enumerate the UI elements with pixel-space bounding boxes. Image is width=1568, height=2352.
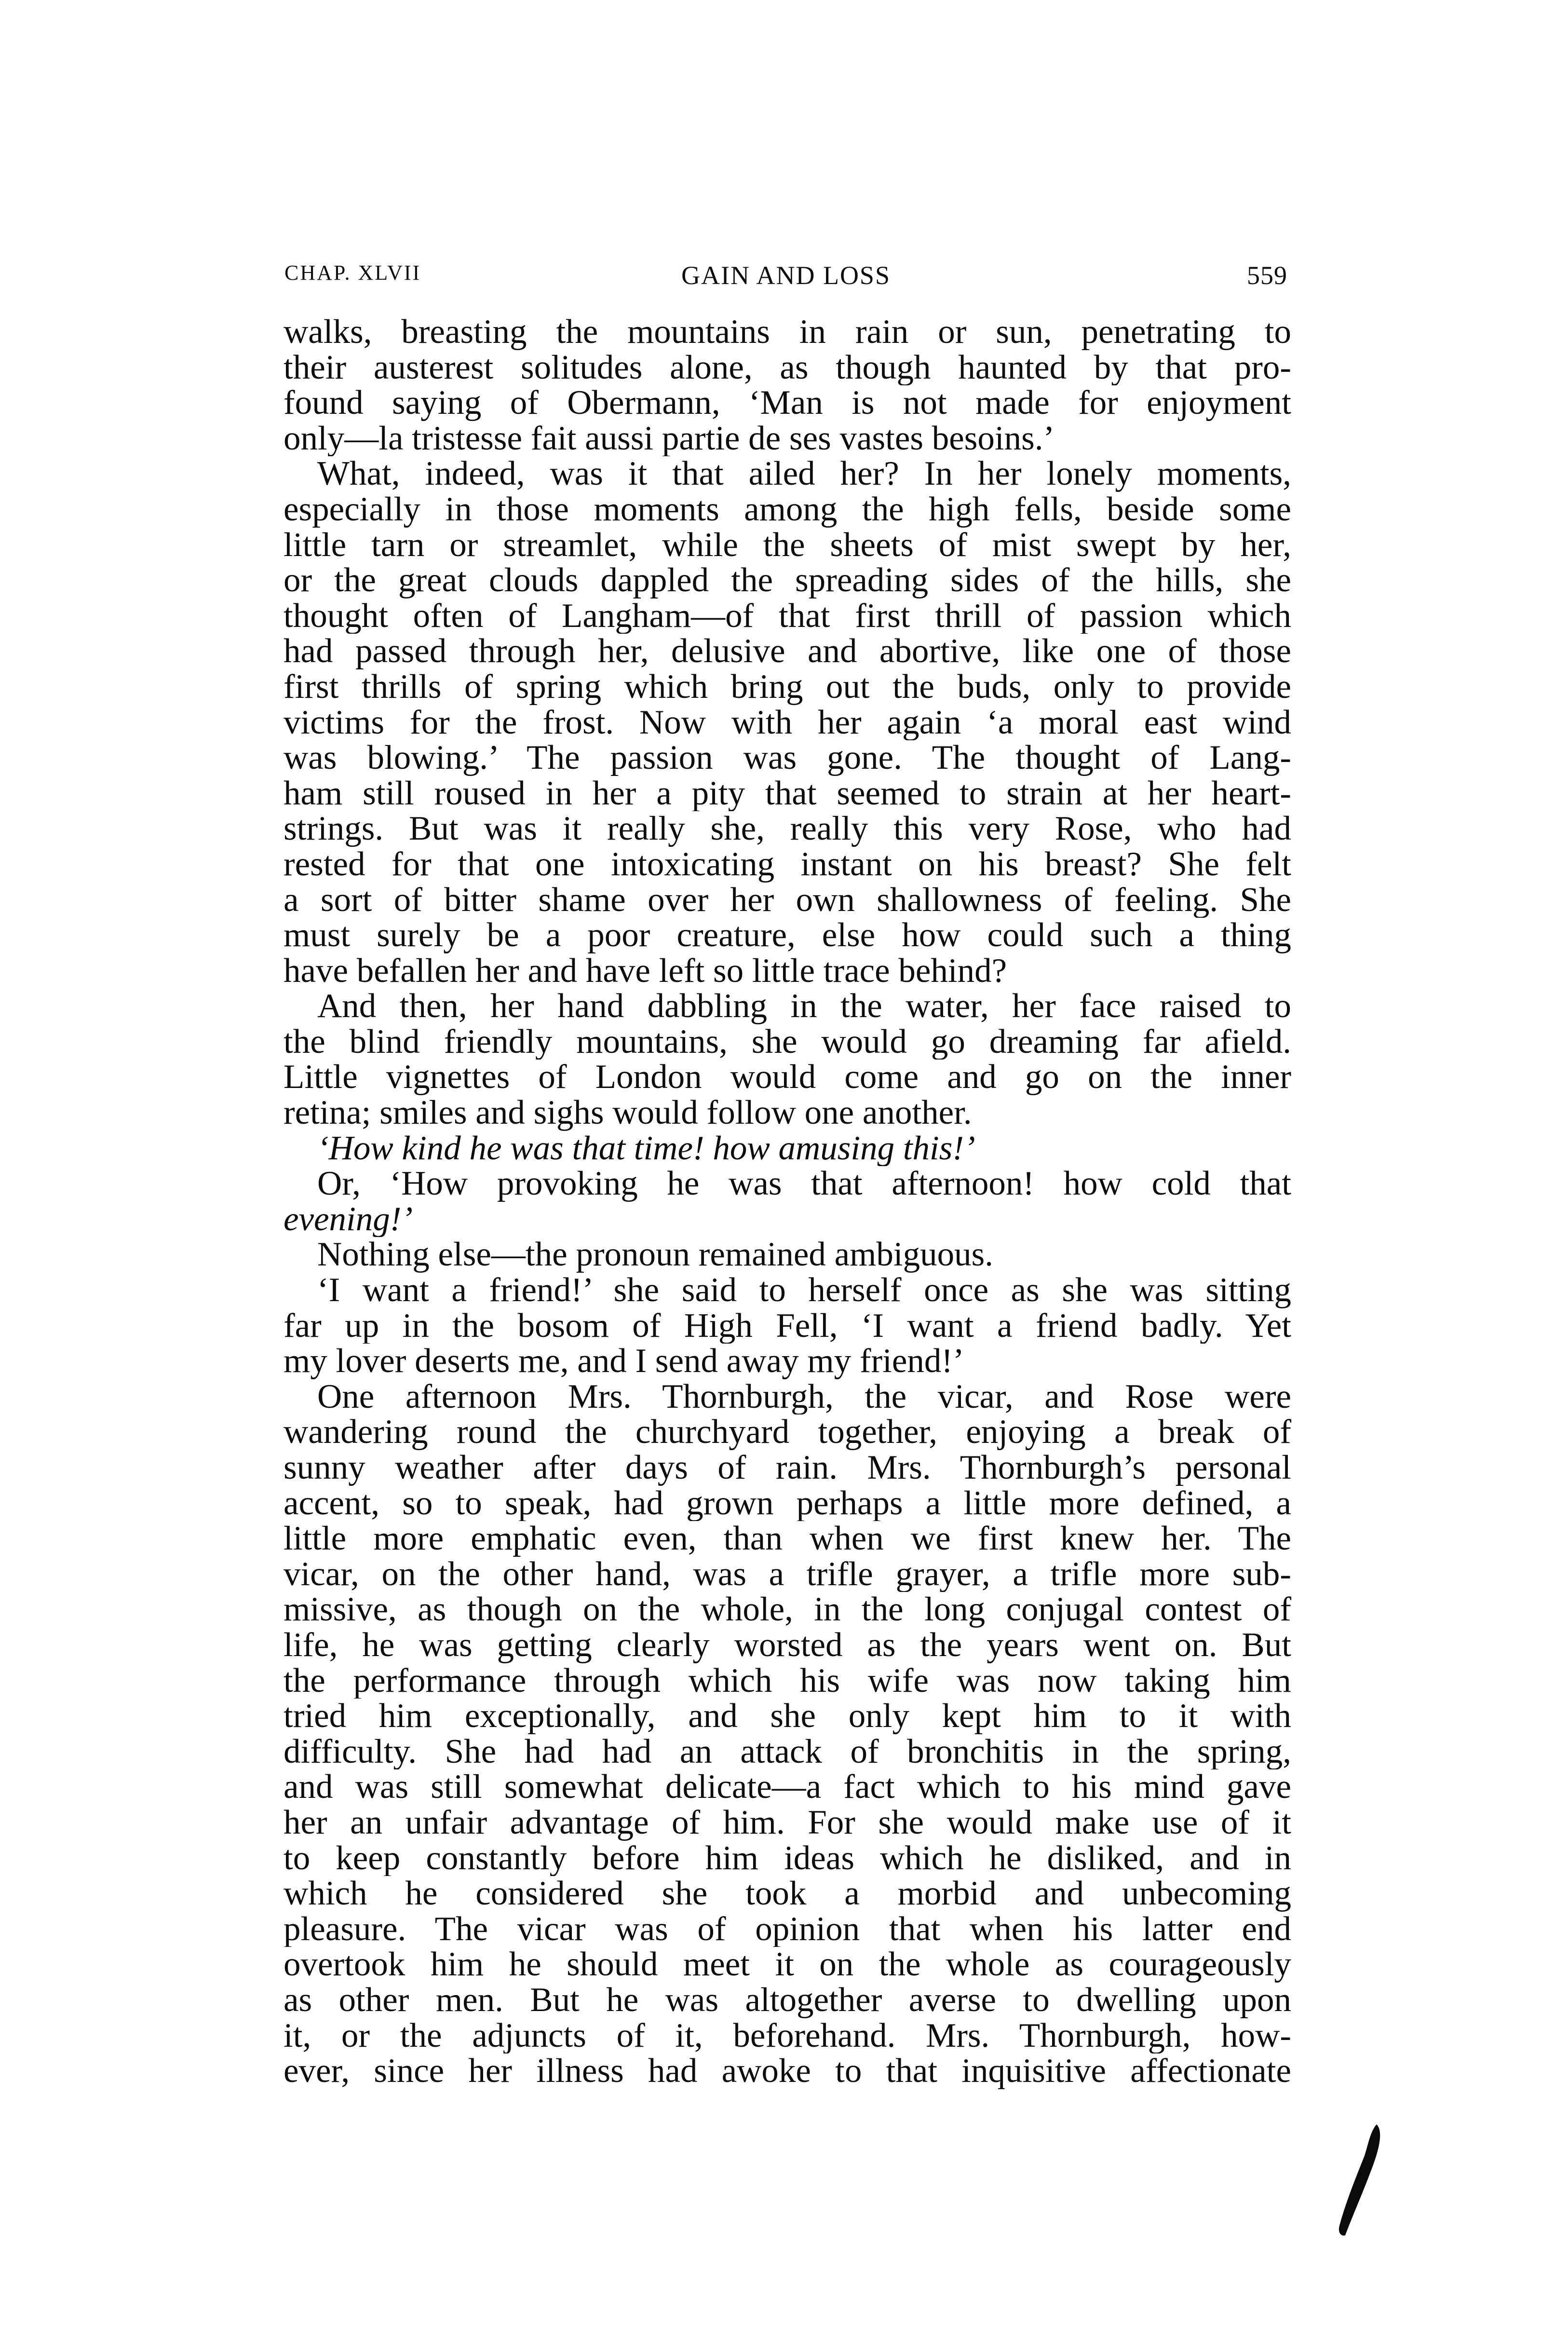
text-line: little tarn or streamlet, while the sheets of mist swept by her, bbox=[284, 527, 1291, 563]
text-line: the performance through which his wife was now taking him bbox=[284, 1663, 1291, 1699]
text-line: life, he was getting clearly worsted as the years went on. But bbox=[284, 1627, 1291, 1663]
text-line: ‘I want a friend!’ she said to herself once as she was sitting bbox=[317, 1273, 1291, 1308]
text-line: their austerest solitudes alone, as though haunted by that pro- bbox=[284, 350, 1291, 386]
text-line: it, or the adjuncts of it, beforehand. Mrs. Thornburgh, how- bbox=[284, 2018, 1291, 2054]
text-line: missive, as though on the whole, in the long conjugal contest of bbox=[284, 1592, 1291, 1628]
text-line: have befallen her and have left so little trace behind? bbox=[284, 953, 1007, 989]
text-line: little more emphatic even, than when we first knew her. The bbox=[284, 1521, 1291, 1557]
text-line: ‘How kind he was that time! how amusing this!’ bbox=[317, 1130, 975, 1167]
text-line: only—la tristesse fait aussi partie de ses vastes besoins.’ bbox=[284, 421, 1055, 457]
text-line: walks, breasting the mountains in rain or sun, penetrating to bbox=[284, 314, 1291, 350]
text-line: One afternoon Mrs. Thornburgh, the vicar, and Rose were bbox=[317, 1379, 1291, 1415]
text-line: the blind friendly mountains, she would go dreaming far afield. bbox=[284, 1024, 1291, 1060]
text-line: pleasure. The vicar was of opinion that when his latter end bbox=[284, 1911, 1291, 1947]
text-line: rested for that one intoxicating instant on his breast? She felt bbox=[284, 846, 1291, 883]
text-line: ham still roused in her a pity that seemed to strain at her heart- bbox=[284, 775, 1291, 812]
text-line: far up in the bosom of High Fell, ‘I want a friend badly. Yet bbox=[284, 1308, 1291, 1344]
text-line: ever, since her illness had awoke to that inquisitive affectionate bbox=[284, 2053, 1291, 2089]
text-line: Nothing else—the pronoun remained ambiguous. bbox=[317, 1237, 993, 1273]
text-line: accent, so to speak, had grown perhaps a little more defined, a bbox=[284, 1485, 1291, 1522]
text-line: tried him exceptionally, and she only kept him to it with bbox=[284, 1699, 1291, 1734]
text-line: sunny weather after days of rain. Mrs. Thornburgh’s personal bbox=[284, 1450, 1291, 1486]
text-line: overtook him he should meet it on the whole as courageously bbox=[284, 1947, 1291, 1983]
text-line: first thrills of spring which bring out the buds, only to provide bbox=[284, 669, 1291, 705]
text-line: was blowing.’ The passion was gone. The thought of Lang- bbox=[284, 740, 1291, 776]
text-line: or the great clouds dappled the spreading sides of the hills, she bbox=[284, 563, 1291, 598]
text-line: found saying of Obermann, ‘Man is not made for enjoyment bbox=[284, 385, 1291, 421]
text-line: to keep constantly before him ideas which he disliked, and in bbox=[284, 1840, 1291, 1876]
running-header bbox=[284, 260, 1287, 299]
text-line: as other men. But he was altogether averse to dwelling upon bbox=[284, 1982, 1291, 2018]
text-line: difficulty. She had had an attack of bronchitis in the spring, bbox=[284, 1734, 1291, 1770]
text-line: Little vignettes of London would come and go on the inner bbox=[284, 1060, 1291, 1096]
text-line: especially in those moments among the high fells, beside some bbox=[284, 491, 1291, 528]
text-line: which he considered she took a morbid and unbecoming bbox=[284, 1876, 1291, 1912]
text-line: had passed through her, delusive and abortive, like one of those bbox=[284, 634, 1291, 669]
text-line: evening!’ bbox=[284, 1201, 413, 1237]
text-line: strings. But was it really she, really this very Rose, who had bbox=[284, 811, 1291, 847]
page-number: 559 bbox=[1247, 261, 1287, 290]
text-line: a sort of bitter shame over her own shallowness of feeling. She bbox=[284, 882, 1291, 918]
text-line: wandering round the churchyard together, enjoying a break of bbox=[284, 1414, 1291, 1450]
text-line: must surely be a poor creature, else how could such a thing bbox=[284, 918, 1291, 953]
text-line: What, indeed, was it that ailed her? In her lonely moments, bbox=[317, 456, 1291, 492]
running-title: GAIN AND LOSS bbox=[681, 261, 891, 290]
body-text bbox=[284, 314, 1291, 2089]
text-line: vicar, on the other hand, was a trifle grayer, a trifle more sub- bbox=[284, 1556, 1291, 1592]
text-line: And then, her hand dabbling in the water, her face raised to bbox=[317, 989, 1291, 1024]
ink-mark-decoration bbox=[1331, 2122, 1389, 2238]
text-line: her an unfair advantage of him. For she would make use of it bbox=[284, 1805, 1291, 1841]
text-line: victims for the frost. Now with her again ‘a moral east wind bbox=[284, 705, 1291, 741]
text-line: retina; smiles and sighs would follow one another. bbox=[284, 1095, 972, 1131]
text-line: and was still somewhat delicate—a fact which to his mind gave bbox=[284, 1769, 1291, 1805]
text-line: Or, ‘How provoking he was that afternoon! how cold that bbox=[317, 1166, 1291, 1202]
text-line: thought often of Langham—of that first thrill of passion which bbox=[284, 598, 1291, 634]
chapter-label: CHAP. XLVII bbox=[284, 261, 421, 285]
text-line: my lover deserts me, and I send away my friend!’ bbox=[284, 1344, 964, 1379]
